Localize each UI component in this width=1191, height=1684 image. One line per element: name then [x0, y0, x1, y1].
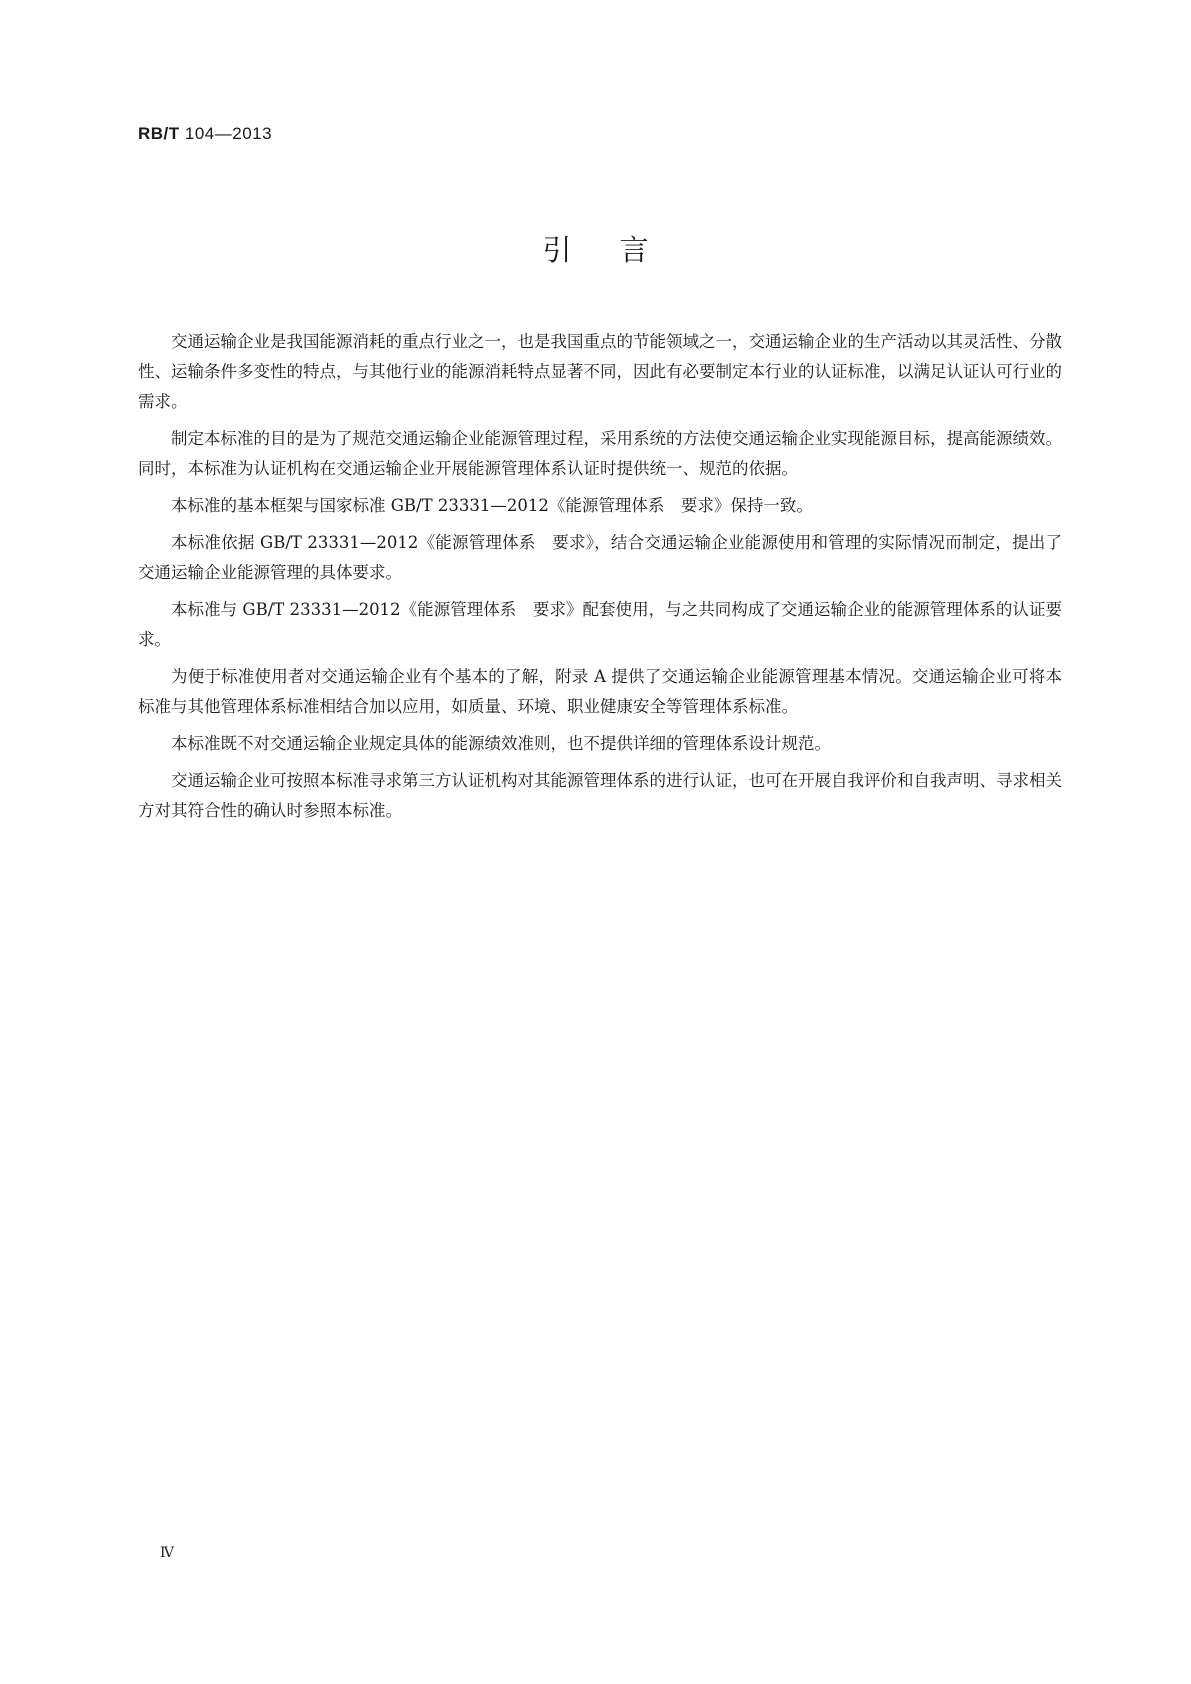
- paragraph: 交通运输企业是我国能源消耗的重点行业之一，也是我国重点的节能领域之一，交通运输企业的生产活动以其灵活性、分散性、运输条件多变性的特点，与其他行业的能源消耗特点显著不同，因此有必要制定本行业的认证标准，以满足认证认可行业的需求。: [138, 332, 1062, 411]
- page-title: 引言: [542, 233, 697, 267]
- standard-code: [138, 124, 272, 144]
- page-number: Ⅳ: [160, 1546, 174, 1561]
- paragraph: 本标准依据 GB/T 23331—2012《能源管理体系 要求》，结合交通运输企业能源使用和管理的实际情况而制定，提出了交通运输企业能源管理的具体要求。: [138, 533, 1062, 582]
- standard-code-prefix: RB/T: [138, 124, 180, 143]
- introduction-body: [138, 327, 1062, 833]
- paragraph: 制定本标准的目的是为了规范交通运输企业能源管理过程，采用系统的方法使交通运输企业实现能源目标，提高能源绩效。同时，本标准为认证机构在交通运输企业开展能源管理体系认证时提供统一、规范的依据。: [138, 429, 1062, 478]
- standard-code-number: 104—2013: [179, 124, 273, 143]
- paragraph: 为便于标准使用者对交通运输企业有个基本的了解，附录 A 提供了交通运输企业能源管理基本情况。交通运输企业可将本标准与其他管理体系标准相结合加以应用，如质量、环境、职业健康安全等管理体系标准。: [138, 667, 1062, 716]
- paragraph: 本标准与 GB/T 23331—2012《能源管理体系 要求》配套使用，与之共同构成了交通运输企业的能源管理体系的认证要求。: [138, 600, 1062, 649]
- paragraph: 本标准的基本框架与国家标准 GB/T 23331—2012《能源管理体系 要求》保持一致。: [171, 496, 813, 515]
- paragraph: 本标准既不对交通运输企业规定具体的能源绩效准则，也不提供详细的管理体系设计规范。: [171, 734, 831, 753]
- paragraph: 交通运输企业可按照本标准寻求第三方认证机构对其能源管理体系的进行认证，也可在开展自我评价和自我声明、寻求相关方对其符合性的确认时参照本标准。: [138, 771, 1062, 820]
